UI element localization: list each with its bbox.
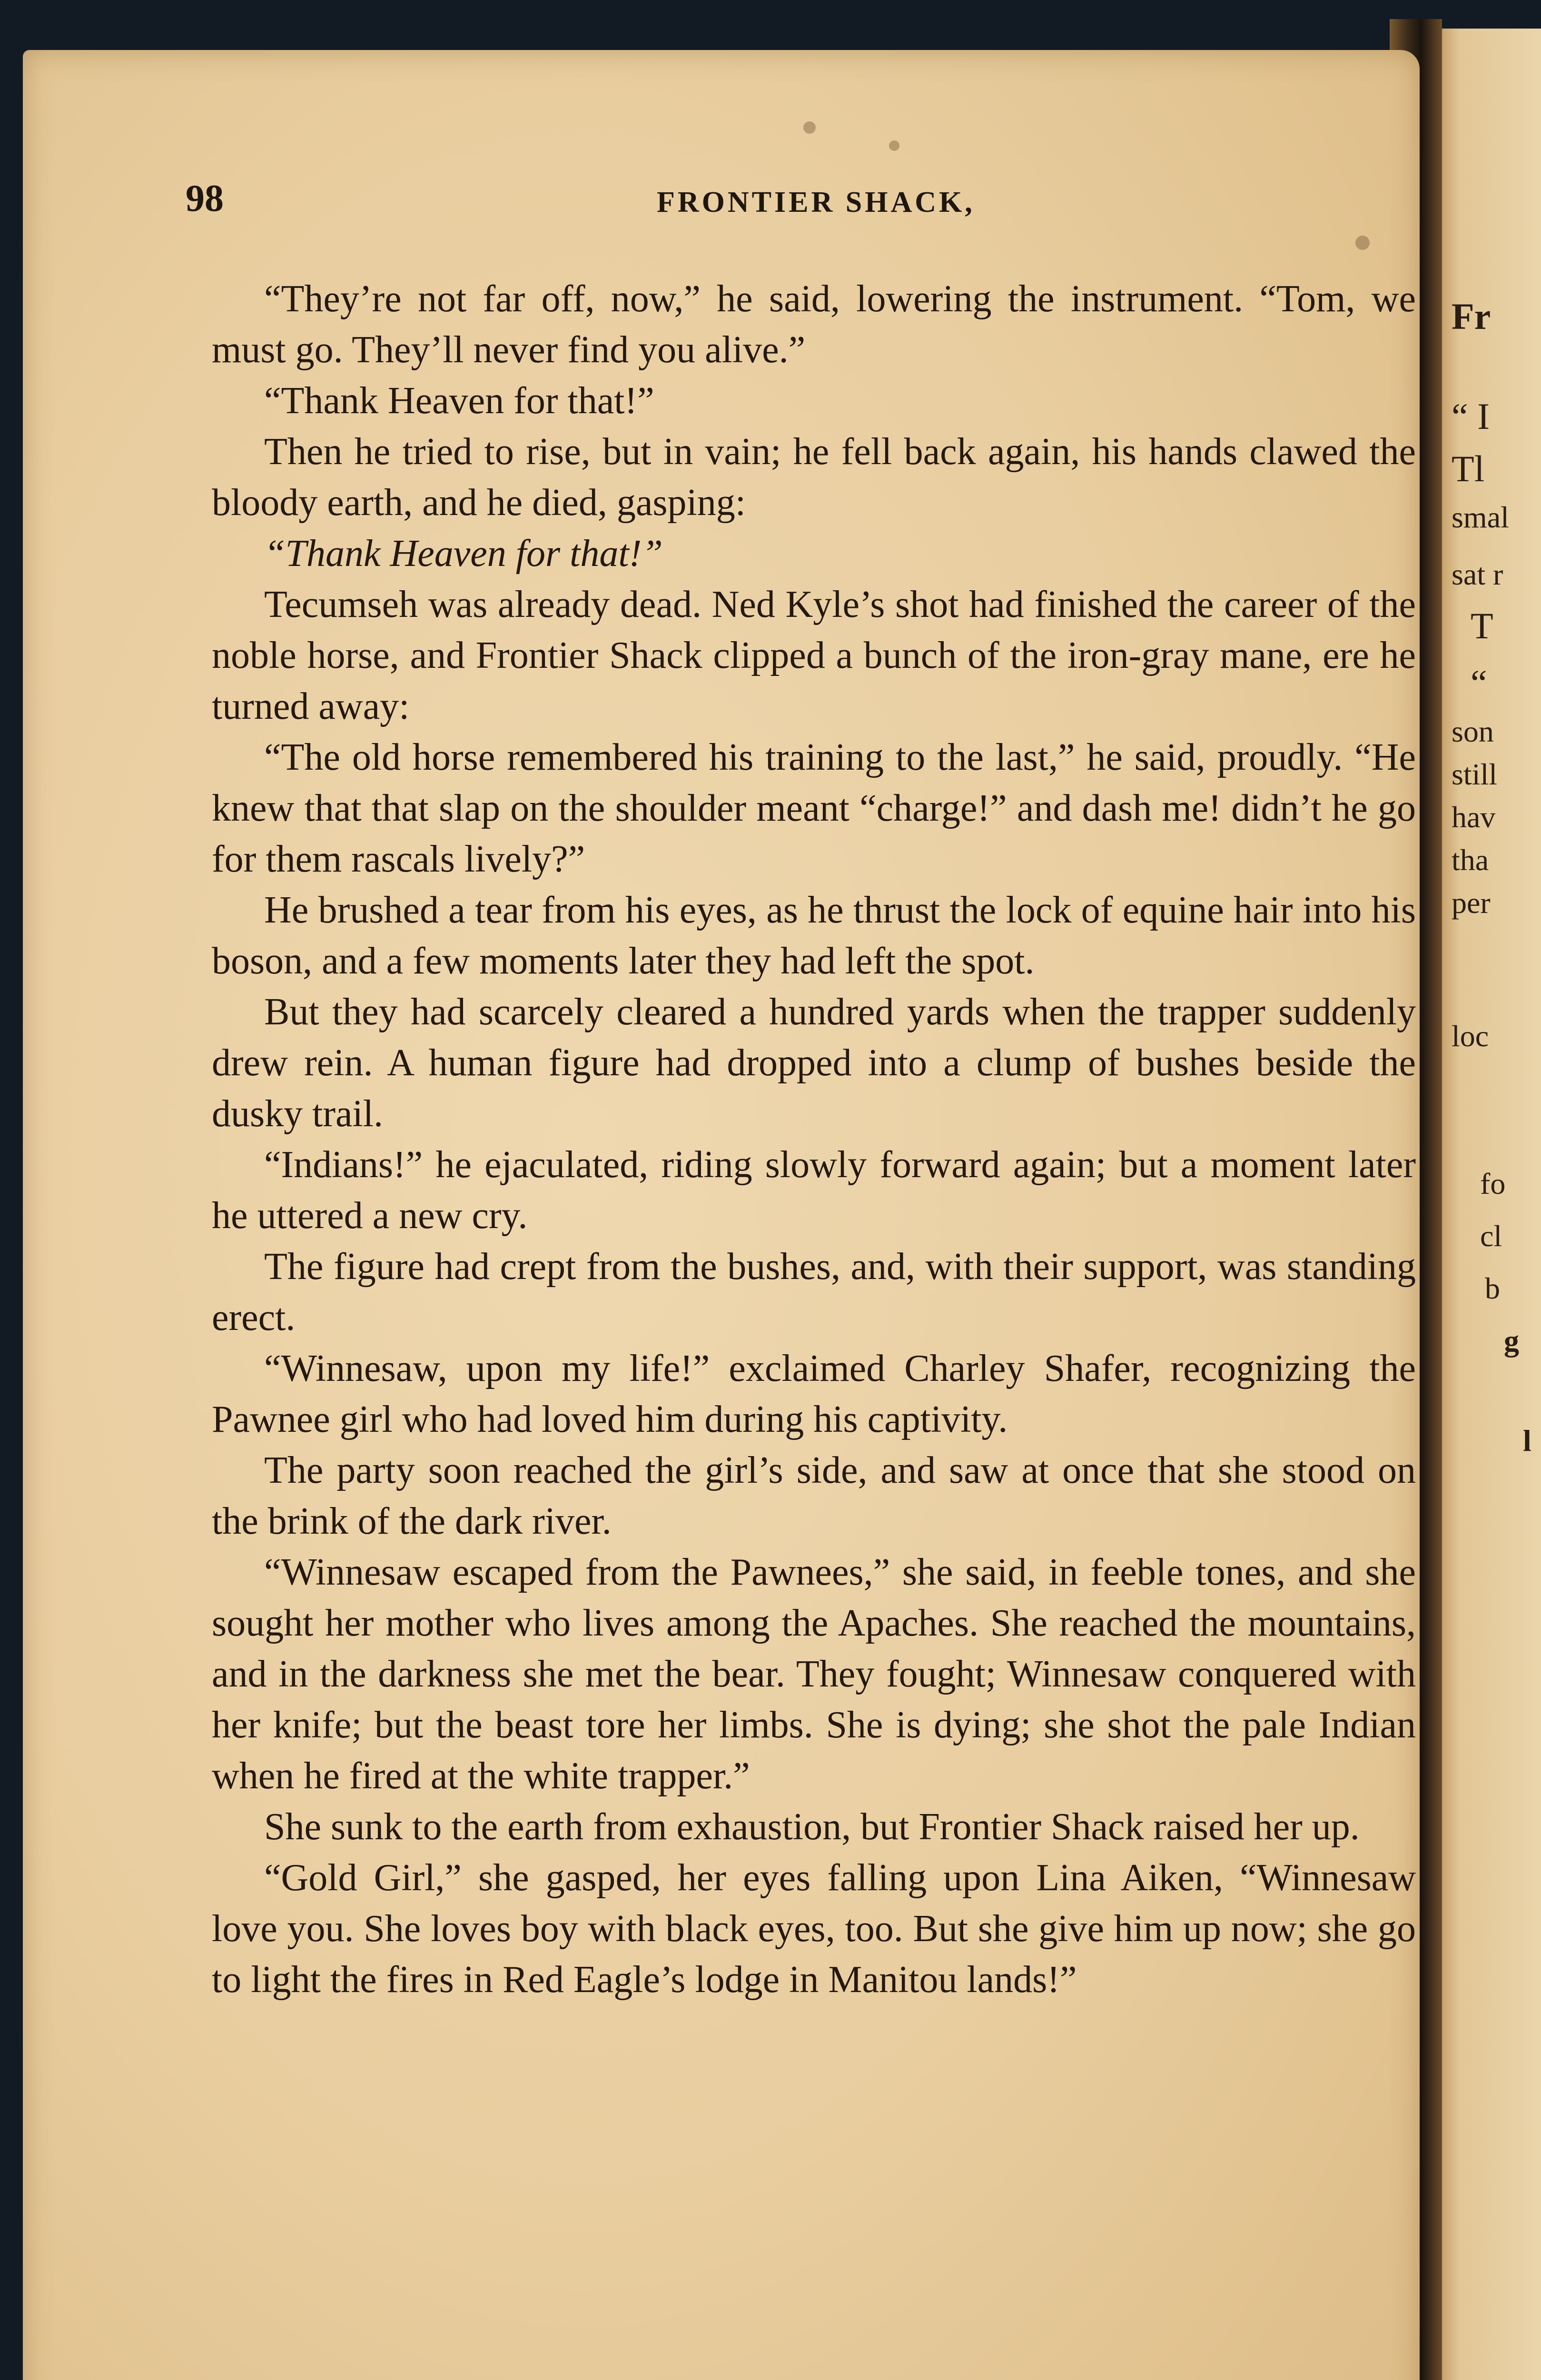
facing-fragment: T [1471, 605, 1493, 646]
page-number: 98 [186, 178, 224, 219]
paragraph: The party soon reached the girl’s side, and saw at once that she stood on the brink of the dark river. [212, 1449, 1416, 1542]
paragraph: “Winnesaw escaped from the Pawnees,” she said, in feeble tones, and she sought her mother who lives among the Apaches. She reached the mountains, and in the darkness she met the bear. They fought; Winnesaw conquered with her knife; but the beast tore her limbs. She is dying; she shot the pale Indian when he fired at the white trapper.” [212, 1551, 1416, 1797]
facing-fragment: per [1452, 886, 1491, 920]
paper-speck [1355, 236, 1370, 250]
facing-fragment: sat r [1452, 557, 1503, 591]
paragraph: The figure had crept from the bushes, and, with their support, was standing erect. [212, 1246, 1416, 1339]
facing-fragment: fo [1480, 1167, 1506, 1200]
facing-fragment: Fr [1452, 296, 1491, 337]
running-head-title: FRONTIER SHACK, [657, 186, 975, 218]
running-head [186, 177, 1423, 234]
facing-fragment: still [1452, 757, 1498, 791]
facing-fragment: cl [1480, 1219, 1502, 1253]
facing-fragment: hav [1452, 800, 1496, 834]
facing-fragment: Tl [1452, 448, 1485, 489]
paragraph: But they had scarcely cleared a hundred yards when the trapper suddenly drew rein. A human figure had dropped into a clump of bushes beside the dusky trail. [212, 991, 1416, 1135]
facing-fragment: tha [1452, 843, 1489, 877]
paragraph: “Gold Girl,” she gasped, her eyes falling upon Lina Aiken, “Winnesaw love you. She loves boy with black eyes, too. But she give him up now; she go to light the fires in Red Eagle’s lodge in Manitou lands!” [212, 1857, 1416, 2001]
facing-fragment: “ I [1452, 396, 1490, 437]
facing-fragment: son [1452, 714, 1494, 748]
facing-fragment: loc [1452, 1019, 1489, 1053]
paragraph: He brushed a tear from his eyes, as he thrust the lock of equine hair into his boson, and a few moments later they had left the spot. [212, 889, 1416, 982]
paper-speck [803, 121, 816, 134]
paragraph: Then he tried to rise, but in vain; he fell back again, his hands clawed the bloody earth, and he died, gasping: [212, 431, 1416, 524]
facing-page [1432, 29, 1541, 2380]
paragraph: “They’re not far off, now,” he said, lowering the instrument. “Tom, we must go. They’ll never find you alive.” [212, 278, 1416, 371]
paragraph: “The old horse remembered his training to the last,” he said, proudly. “He knew that that slap on the shoulder meant “charge!” and dash me! didn’t he go for them rascals lively?” [212, 736, 1416, 880]
paragraph: “Indians!” he ejaculated, riding slowly forward again; but a moment later he uttered a new cry. [212, 1144, 1416, 1237]
paragraph: She sunk to the earth from exhaustion, but Frontier Shack raised her up. [264, 1806, 1360, 1848]
paragraph: “Thank Heaven for that!” [264, 380, 654, 422]
paragraph: Tecumseh was already dead. Ned Kyle’s shot had finished the career of the noble horse, and Frontier Shack clipped a bunch of the iron-gray mane, ere he turned away: [212, 584, 1416, 727]
facing-fragment: g [1504, 1324, 1519, 1358]
facing-fragment: b [1485, 1271, 1500, 1305]
paragraph: “Winnesaw, upon my life!” exclaimed Charley Shafer, recognizing the Pawnee girl who had loved him during his captivity. [212, 1348, 1416, 1440]
body-text [212, 274, 1416, 2005]
paper-speck [889, 140, 899, 151]
paragraph-italic: “Thank Heaven for that!” [264, 533, 663, 575]
facing-fragment: l [1523, 1424, 1531, 1458]
facing-fragment: smal [1452, 500, 1509, 534]
facing-fragment: “ [1471, 662, 1487, 704]
